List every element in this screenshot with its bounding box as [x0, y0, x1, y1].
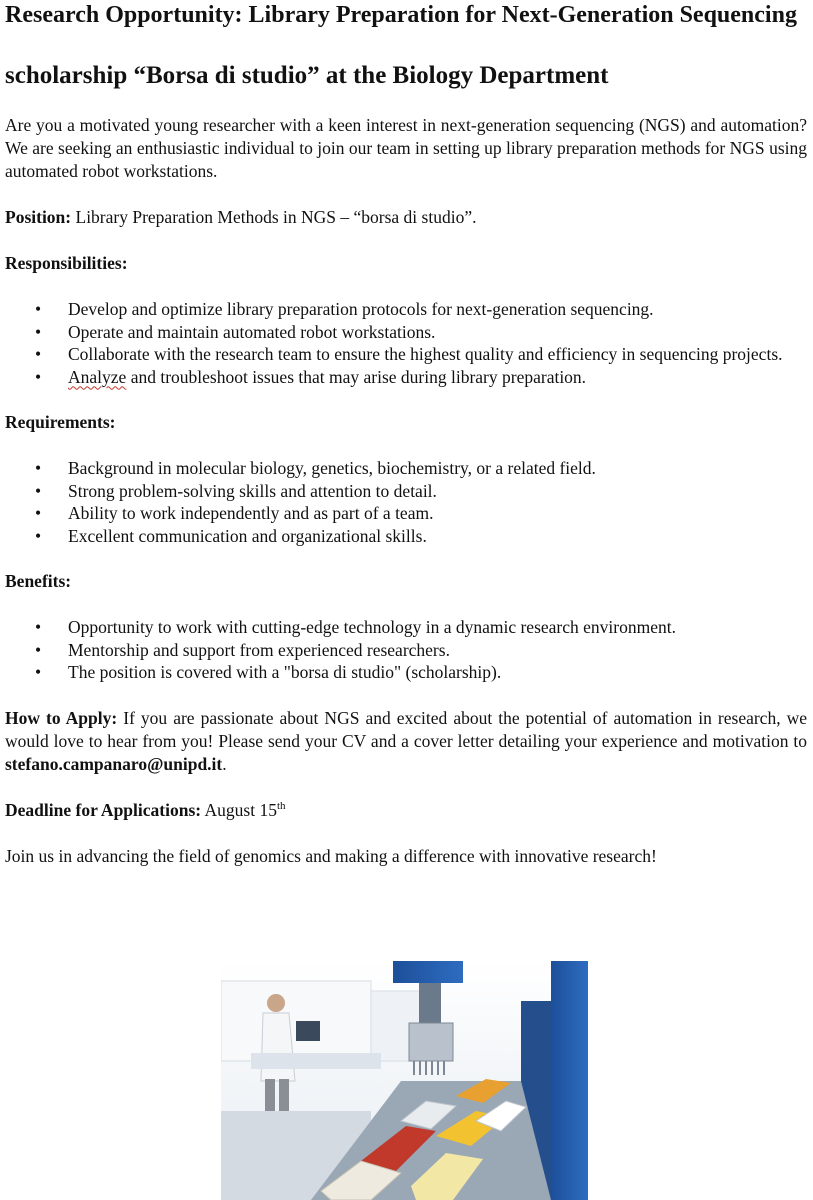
list-item [5, 616, 807, 639]
apply-paragraph [5, 707, 807, 776]
deadline-date-suffix: th [276, 799, 286, 812]
list-item-text: Develop and optimize library preparation protocols for next-generation sequencing. [68, 299, 654, 319]
list-item [5, 480, 807, 503]
apply-text: If you are passionate about NGS and excited about the potential of automation in research, we would love to hear from you! Please send your CV and a cover letter detailing your experience and motivation to [5, 707, 808, 751]
lab-robot-illustration [221, 961, 588, 1200]
deadline-date: August 15 [201, 799, 277, 820]
list-item-text: Excellent communication and organizational skills. [68, 525, 427, 546]
requirements-heading [5, 411, 807, 434]
benefits-heading-text: Benefits: [5, 571, 72, 591]
bullet-icon: • [35, 366, 42, 387]
list-item [5, 661, 807, 684]
contact-email[interactable]: stefano.campanaro@unipd.it [5, 753, 223, 774]
deadline-label: Deadline for Applications: [5, 799, 202, 820]
list-item-text: Background in molecular biology, genetics, biochemistry, or a related field. [68, 458, 596, 478]
list-item [5, 321, 807, 344]
bullet-icon: • [35, 662, 42, 682]
document-page [5, 0, 807, 868]
requirements-heading-text: Requirements: [5, 412, 116, 432]
list-item-text: Mentorship and support from experienced researchers. [68, 639, 450, 660]
benefits-list [5, 616, 807, 684]
list-item [5, 639, 807, 662]
position-label: Position: [5, 207, 72, 227]
deadline-line [5, 799, 807, 822]
list-item-text: The position is covered with a "borsa di studio" (scholarship). [68, 662, 502, 682]
benefits-heading [5, 570, 807, 593]
list-item-text: Ability to work independently and as part of a team. [68, 503, 434, 523]
bullet-icon: • [35, 617, 42, 637]
bullet-icon: • [35, 321, 42, 342]
responsibilities-heading [5, 252, 807, 275]
list-item [5, 457, 807, 480]
position-text: Library Preparation Methods in NGS – “borsa di studio”. [71, 207, 477, 227]
list-item-text: Operate and maintain automated robot workstations. [68, 321, 436, 342]
list-item [5, 502, 807, 525]
requirements-list [5, 457, 807, 547]
list-item-text: Collaborate with the research team to ensure the highest quality and efficiency in sequencing projects. [68, 344, 783, 364]
bullet-icon: • [35, 480, 42, 501]
list-item-text: and troubleshoot issues that may arise during library preparation. [126, 366, 587, 387]
page-subtitle: scholarship “Borsa di studio” at the Biology Department [5, 62, 609, 89]
position-line [5, 206, 807, 229]
list-item [5, 298, 807, 321]
bullet-icon: • [35, 299, 42, 319]
responsibilities-heading-text: Responsibilities: [5, 253, 128, 273]
bullet-icon: • [35, 503, 42, 523]
bullet-icon: • [35, 458, 42, 478]
apply-label: How to Apply: [5, 707, 118, 728]
list-item-text: Strong problem-solving skills and attention to detail. [68, 480, 437, 501]
list-item [5, 366, 807, 389]
bullet-icon: • [35, 344, 42, 364]
list-item-text: Opportunity to work with cutting-edge technology in a dynamic research environment. [68, 617, 676, 637]
spellcheck-word[interactable]: Analyze [68, 366, 127, 387]
list-item [5, 343, 807, 366]
bullet-icon: • [35, 639, 42, 660]
responsibilities-list [5, 298, 807, 388]
list-item [5, 525, 807, 548]
closing-paragraph: Join us in advancing the field of genomics and making a difference with innovative research! [5, 845, 657, 866]
intro-paragraph: Are you a motivated young researcher with a keen interest in next-generation sequencing (NGS) and automation? We are seeking an enthusiastic individual to join our team in setting up library preparation methods for NGS using automated robot workstations. [5, 115, 807, 181]
bullet-icon: • [35, 525, 42, 546]
apply-end: . [222, 753, 227, 774]
page-title: Research Opportunity: Library Preparation for Next-Generation Sequencing [5, 2, 797, 28]
lab-robot-photo [221, 961, 588, 1200]
